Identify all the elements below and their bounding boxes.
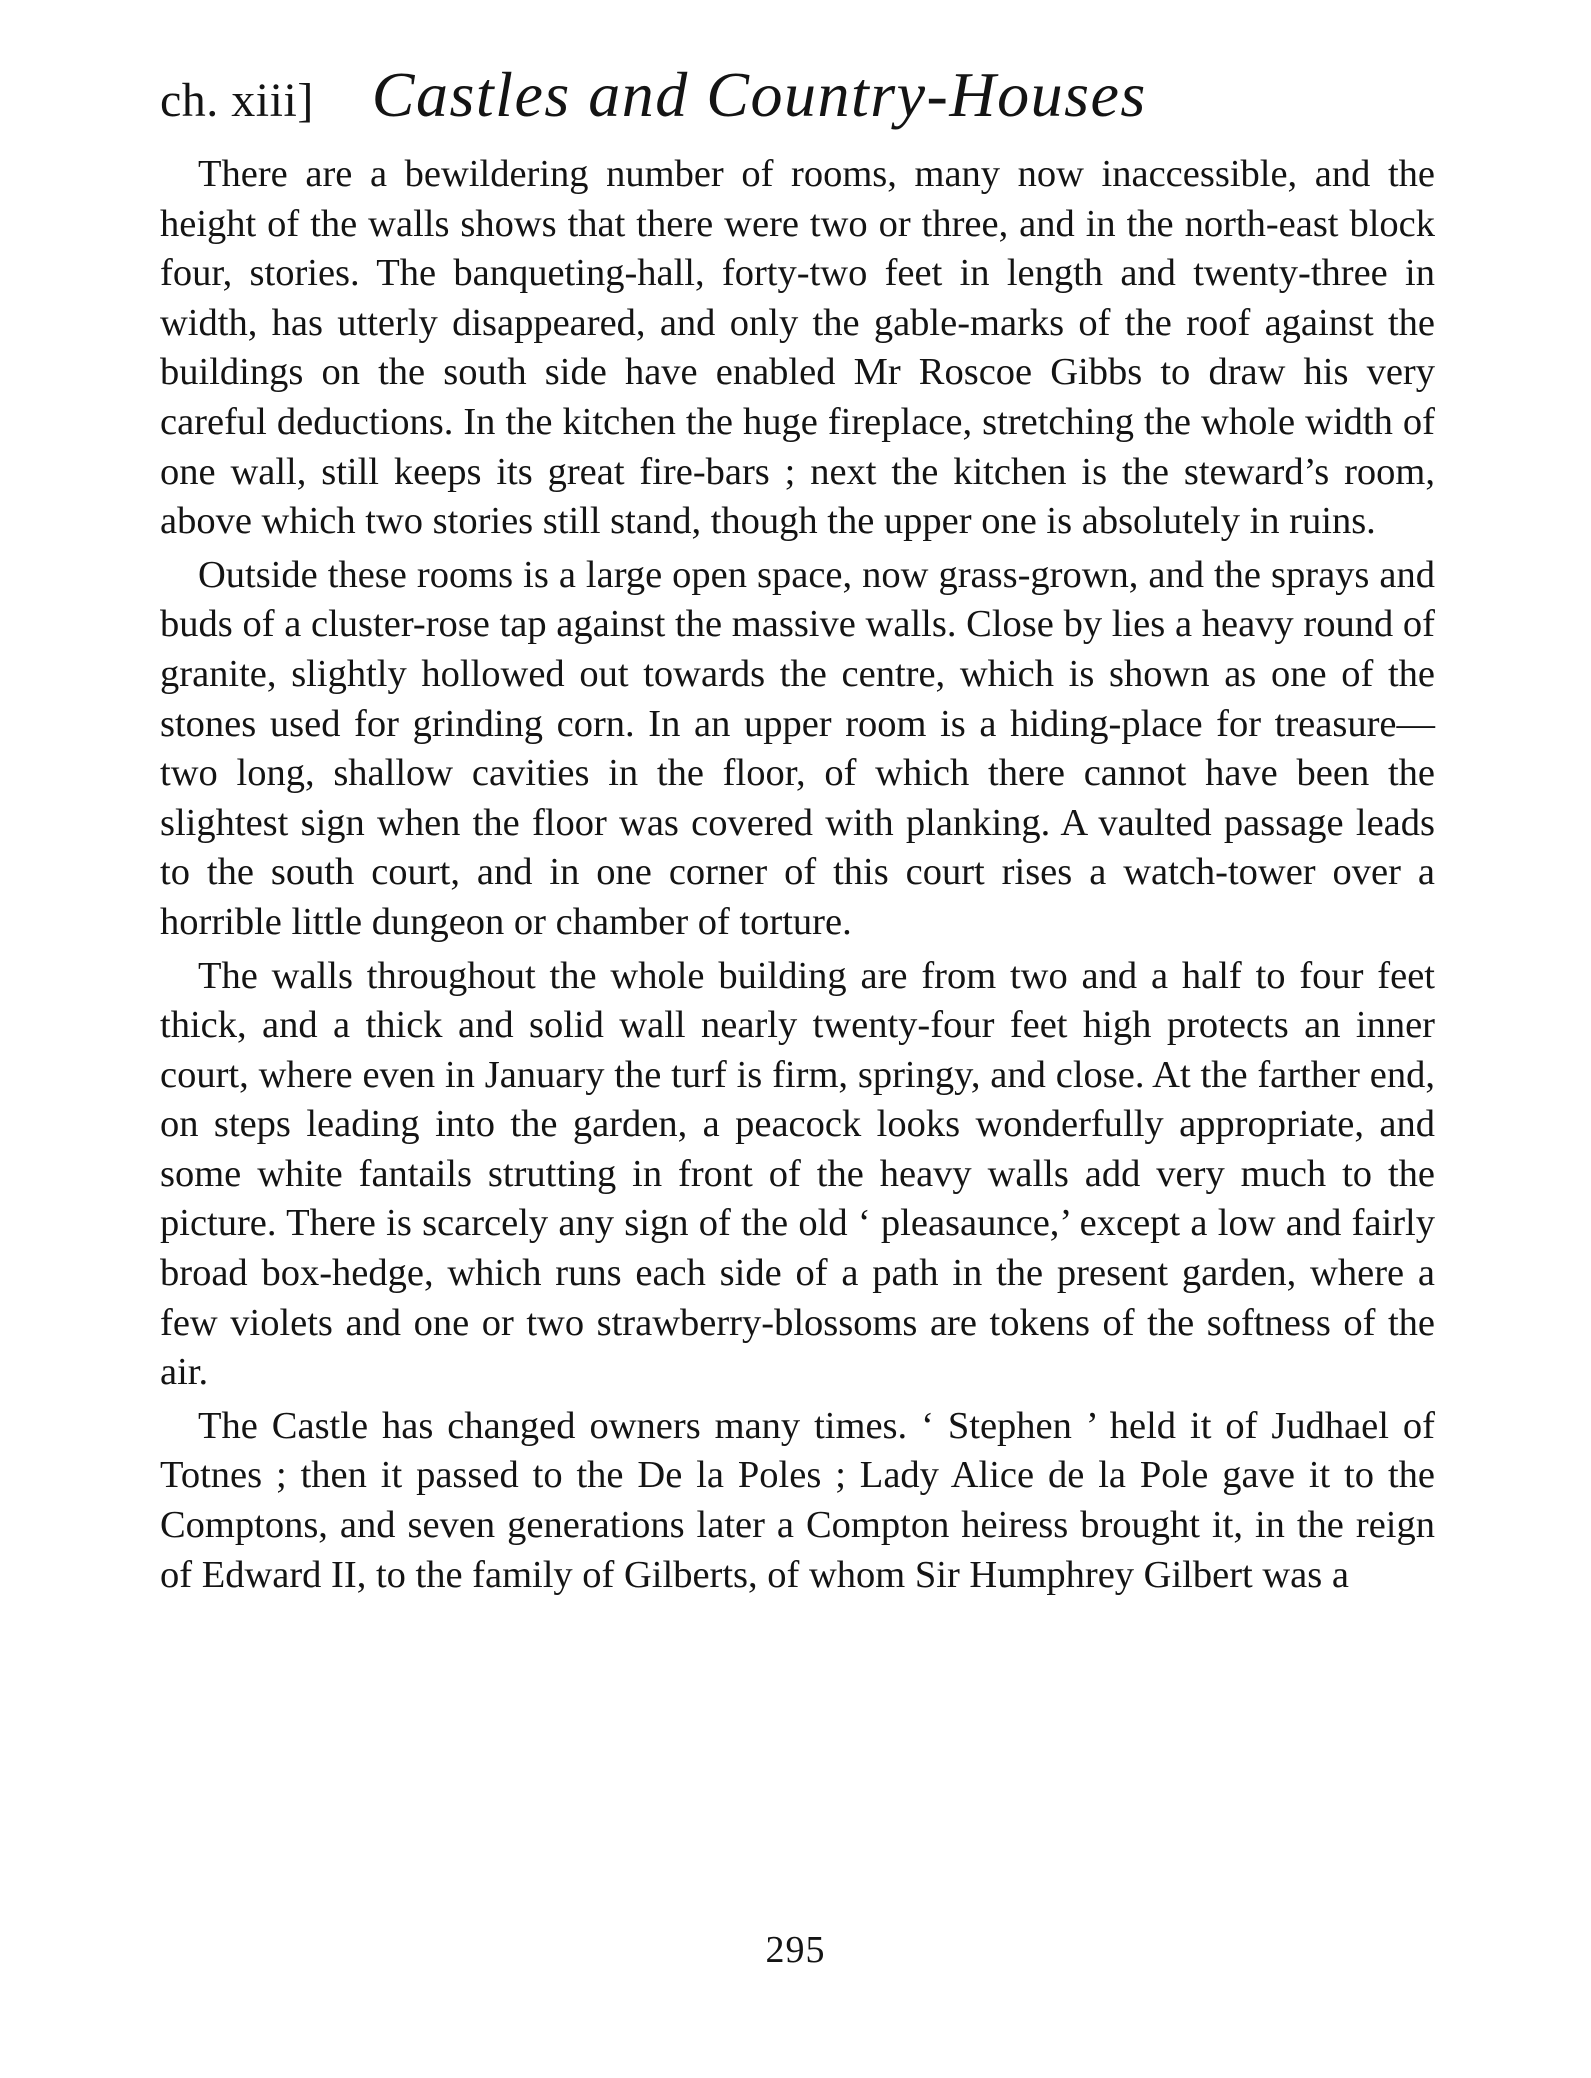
page-number: 295	[765, 1929, 826, 1971]
paragraph-walls: The walls throughout the whole building are from two and a half to four feet thick, and a thick and solid wall nearly twenty-four feet high protects an inner court, where even in January the turf is firm, springy, and close. At the farther end, on steps leading into the garden, a peacock looks wonderfully appropriate, and some white fantails strutting in front of the heavy walls add very much to the picture. There is scarcely any sign of the old ‘ pleasaunce,’ except a low and fairly broad box-hedge, which runs each side of a path in the present garden, where a few violets and one or two strawberry-blossoms are tokens of the softness of the air.	[160, 954, 1435, 1394]
running-title: Castles and Country-Houses	[371, 59, 1147, 130]
book-page	[160, 58, 1435, 1600]
paragraph-rooms: There are a bewildering number of rooms, many now inaccessible, and the height of the walls shows that there were two or three, and in the north-east block four, stories. The banqueting-hall, forty-two feet in length and twenty-three in width, has utterly disappeared, and only the gable-marks of the roof against the buildings on the south side have enabled Mr Roscoe Gibbs to draw his very careful deductions. In the kitchen the huge fireplace, stretching the whole width of one wall, still keeps its great fire-bars ; next the kitchen is the steward’s room, above which two stories still stand, though the upper one is absolutely in ruins.	[160, 153, 1435, 543]
paragraph-owners: The Castle has changed owners many times. ‘ Stephen ’ held it of Judhael of Totnes ; then it passed to the De la Poles ; Lady Alice de la Pole gave it to the Comptons, and seven generations later a Compton heiress brought it, in the reign of Edward II, to the family of Gilberts, of whom Sir Humphrey Gilbert was a	[160, 1404, 1435, 1596]
running-head	[160, 58, 1435, 150]
chapter-reference: ch. xiii]	[160, 74, 314, 127]
body-text	[160, 150, 1435, 1600]
paragraph-outside: Outside these rooms is a large open space, now grass-grown, and the sprays and buds of a cluster-rose tap against the massive walls. Close by lies a heavy round of granite, slightly hollowed out towards the centre, which is shown as one of the stones used for grinding corn. In an upper room is a hiding-place for treasure—two long, shallow cavities in the floor, of which there cannot have been the slightest sign when the floor was covered with planking. A vaulted passage leads to the south court, and in one corner of this court rises a watch-tower over a horrible little dungeon or chamber of torture.	[160, 553, 1435, 943]
